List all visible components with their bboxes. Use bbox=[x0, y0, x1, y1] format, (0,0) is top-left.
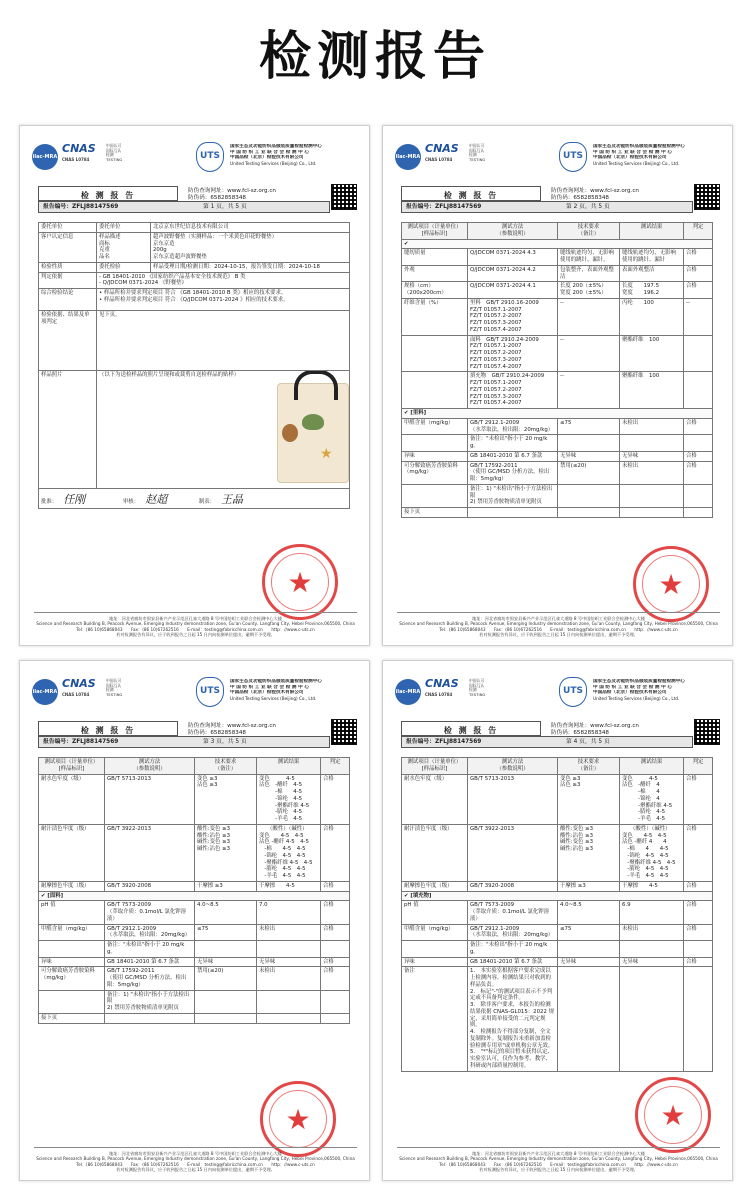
table-cell: 无异味 bbox=[195, 957, 257, 967]
table-cell: 甲醛含量（mg/kg） bbox=[402, 924, 468, 941]
table-cell bbox=[620, 508, 684, 518]
table-cell: 干摩擦 4-5 bbox=[620, 881, 684, 891]
table-cell bbox=[558, 508, 620, 518]
ilac-logo-icon: ilac-MRA bbox=[395, 144, 421, 170]
table-cell: 缝线轨迹均匀，无影响使用的跳针、漏针 bbox=[620, 249, 684, 266]
table-cell bbox=[620, 941, 684, 958]
table-row bbox=[39, 941, 350, 958]
table-cell: 备注 bbox=[402, 967, 468, 1071]
cnas-logo-icon: CNAS CNAS L0784 bbox=[62, 142, 96, 162]
table-cell: 表面外观整洁 bbox=[620, 265, 684, 282]
table-cell: 丙纶 100 bbox=[620, 298, 684, 335]
cnas-logo-icon: CNAS CNAS L0784 bbox=[425, 677, 459, 697]
page-title: 检测报告 bbox=[258, 27, 491, 87]
table-row bbox=[402, 484, 713, 507]
report-header bbox=[32, 140, 359, 180]
column-header: 技术要求 （备注） bbox=[558, 223, 620, 240]
report-title: 检 测 报 告 bbox=[401, 186, 541, 201]
report-number: 报告编号：ZFLJ88147569 第 3 页，共 5 页 bbox=[38, 736, 330, 748]
table-cell: 聚酯纤维 100 bbox=[620, 335, 684, 372]
accreditation-text: 中国认可 国际互认 检测 TESTING bbox=[469, 678, 486, 698]
report-number: 报告编号：ZFLJ88147569 第 1 页，共 5 页 bbox=[38, 201, 330, 213]
table-row bbox=[402, 881, 713, 891]
table-cell: 合格 bbox=[321, 924, 350, 941]
report-footer: 地址：河北省廊坊市固安县新兴产业示范区孔雀大道路 8 号中国纺织工业联合会检测中心大楼 Science and Research Building B, Peacock Avenue, Emerging Industry demonstration zone, Gu'an County, Langfang City, Hebei Province,065500, China Tel：(86 10)65868043 Fax：(86 10)67262516 E-mail：testing@fabricchina.com.cn http：//www.c-uts.cn 若对检测报告有异议，应于收到报告之日起 15 日内向检测单位提出，逾期不予受理。 bbox=[397, 1147, 720, 1172]
report-number: 报告编号：ZFLJ88147569 第 4 页，共 5 页 bbox=[401, 736, 693, 748]
table-cell bbox=[402, 941, 468, 958]
table-row: 客户认定信息 样品描述 商标 克重 品名 超声波野餐垫（实测样品：一个米黄色印花野餐垫） 京东京造 200g 京东京造超声波野餐垫 bbox=[39, 232, 350, 262]
table-row bbox=[39, 824, 350, 881]
table-cell: GB/T 5713-2013 bbox=[468, 774, 558, 824]
table-cell bbox=[257, 990, 321, 1013]
table-cell bbox=[105, 1013, 195, 1023]
report-title: 检 测 报 告 bbox=[38, 721, 178, 736]
table-cell: 变色 ≥3 沾色 ≥3 bbox=[558, 774, 620, 824]
table-row bbox=[402, 249, 713, 266]
table-cell: GB/T 3922-2013 bbox=[105, 824, 195, 881]
page-number: 第 4 页，共 5 页 bbox=[566, 739, 610, 745]
table-cell: Q/JDCOM 0371-2024 4.3 bbox=[468, 249, 558, 266]
table-cell: 可分解致癌芳香胺染料（mg/kg） bbox=[39, 967, 105, 990]
table-cell: GB 18401-2010 第 6.7 条款 bbox=[105, 957, 195, 967]
table-cell: pH 值 bbox=[39, 901, 105, 924]
table-cell bbox=[684, 967, 713, 1071]
page-number: 第 3 页，共 5 页 bbox=[203, 739, 247, 745]
section-label: ✔ bbox=[402, 239, 713, 249]
report-title-band bbox=[38, 721, 330, 751]
table-cell: 无异味 bbox=[620, 957, 684, 967]
page-number: 第 2 页，共 5 页 bbox=[566, 204, 610, 210]
table-cell: 变色 4-5 沾色 -醋纤 4-5 -棉 4-5 -锦纶 4-5 -聚酯纤维 4-5 -腈纶 4-5 -羊毛 4-5 bbox=[257, 774, 321, 824]
column-header: 技术要求 （备注） bbox=[558, 758, 620, 775]
table-cell: 未检出 bbox=[257, 967, 321, 990]
organization-name: 国家生态及功能纺织品服装质量检验检测中心 中 国 纺 织 工 业 联 合 会 检 测 中 心 中国品检（北京）检验技术有限公司 United Testing Services (Beijing) Co., Ltd. bbox=[593, 679, 685, 702]
table-cell: GB/T 2912.1-2009 （水萃取法，检出限：20mg/kg） bbox=[468, 924, 558, 941]
table-cell bbox=[39, 990, 105, 1013]
table-cell bbox=[558, 484, 620, 507]
table-cell: 合格 bbox=[684, 881, 713, 891]
table-cell bbox=[684, 941, 713, 958]
table-cell bbox=[620, 435, 684, 452]
qr-code-icon bbox=[331, 184, 357, 210]
table-cell: 无异味 bbox=[257, 957, 321, 967]
table-row bbox=[402, 924, 713, 941]
table-cell: 里料 GB/T 2910.16-2009 FZ/T 01057.1-2007 FZ/T 01057.2-2007 FZ/T 01057.3-2007 FZ/T 01057.4-2007 bbox=[468, 298, 558, 335]
table-cell: -- bbox=[684, 298, 713, 335]
table-cell bbox=[402, 335, 468, 372]
photo-caption: （以下为送检样品的照片呈现和或裁剪自送检样品的贴样） bbox=[99, 372, 240, 378]
section-row bbox=[402, 239, 713, 249]
table-cell: 异味 bbox=[402, 451, 468, 461]
verify-info: 防伪查询网址：www.fcl-sz.org.cn 防伪码：6582858348 bbox=[551, 188, 639, 201]
official-seal-icon: ★ bbox=[260, 1081, 336, 1157]
table-cell: 合格 bbox=[321, 774, 350, 824]
verify-info: 防伪查询网址：www.fcl-sz.org.cn 防伪码：6582858348 bbox=[551, 723, 639, 736]
report-title-band bbox=[401, 186, 693, 216]
table-row bbox=[402, 372, 713, 409]
table-cell: GB/T 2912.1-2009 （水萃取法，检出限：20mg/kg） bbox=[105, 924, 195, 941]
table-cell: 合格 bbox=[684, 249, 713, 266]
organization-name: 国家生态及功能纺织品服装质量检验检测中心 中 国 纺 织 工 业 联 合 会 检 测 中 心 中国品检（北京）检验技术有限公司 United Testing Services (Beijing) Co., Ltd. bbox=[230, 679, 322, 702]
table-cell bbox=[468, 508, 558, 518]
report-title: 检 测 报 告 bbox=[38, 186, 178, 201]
uts-logo-icon: UTS bbox=[196, 677, 224, 707]
table-cell: 耐水色牢度（级） bbox=[39, 774, 105, 824]
table-cell: ≤75 bbox=[558, 418, 620, 435]
table-cell: ≤75 bbox=[558, 924, 620, 941]
table-cell: 干摩擦 ≥3 bbox=[558, 881, 620, 891]
table-cell: 4.0~8.5 bbox=[195, 901, 257, 924]
section-label: ✔ [里料] bbox=[402, 409, 713, 419]
ilac-logo-icon: ilac-MRA bbox=[32, 144, 58, 170]
uts-logo-icon: UTS bbox=[559, 142, 587, 172]
table-cell: 接下页 bbox=[39, 1013, 105, 1023]
table-cell bbox=[558, 967, 620, 1071]
report-footer: 地址：河北省廊坊市固安县新兴产业示范区孔雀大道路 8 号中国纺织工业联合会检测中心大楼 Science and Research Building B, Peacock Avenue, Emerging Industry demonstration zone, Gu'an County, Langfang City, Hebei Province,065500, China Tel：(86 10)65868043 Fax：(86 10)67262516 E-mail：testing@fabricchina.com.cn http：//www.c-uts.cn 若对检测报告有异议，应于收到报告之日起 15 日内向检测单位提出，逾期不予受理。 bbox=[34, 612, 357, 637]
table-cell: 无异味 bbox=[620, 451, 684, 461]
column-header: 判定 bbox=[321, 758, 350, 775]
section-row bbox=[402, 891, 713, 901]
table-cell: 备注：1) "未检出"指小于方法检出限 2) 禁用芳香胺物质清单见附页 bbox=[105, 990, 195, 1013]
table-cell: GB/T 7573-2009 （萃取介质：0.1mol/L 氯化钾溶液） bbox=[105, 901, 195, 924]
table-cell: 合格 bbox=[684, 901, 713, 924]
approver-signature: 任刚 bbox=[63, 493, 86, 506]
official-seal-icon: ★ bbox=[635, 1077, 711, 1153]
table-cell: 耐摩擦色牢度（级） bbox=[39, 881, 105, 891]
table-cell: 异味 bbox=[39, 957, 105, 967]
table-row bbox=[39, 967, 350, 990]
table-row bbox=[402, 298, 713, 335]
table-row bbox=[402, 967, 713, 1071]
qr-code-icon bbox=[694, 719, 720, 745]
verify-info: 防伪查询网址：www.fcl-sz.org.cn 防伪码：6582858348 bbox=[188, 723, 276, 736]
report-header bbox=[32, 675, 359, 715]
table-cell: 备注：1) "未检出"指小于方法检出限 2) 禁用芳香胺物质清单见附页 bbox=[468, 484, 558, 507]
sample-photo bbox=[277, 383, 349, 483]
test-results-table bbox=[401, 222, 713, 518]
table-cell bbox=[402, 372, 468, 409]
table-cell: -- bbox=[558, 335, 620, 372]
column-header: 测试结果 bbox=[620, 223, 684, 240]
table-cell: 耐水色牢度（级） bbox=[402, 774, 468, 824]
table-row: 综合检验结论 • 样品所检并要求判定项目 符合 《GB 18401-2010 B 类》相应的技术要求。 • 样品所检并要求判定项目 符合 《Q/JDCOM 0371-2024 》相应的技术要求。 bbox=[39, 289, 350, 311]
table-row bbox=[402, 901, 713, 924]
table-cell: 7.0 bbox=[257, 901, 321, 924]
report-sheet-2 bbox=[382, 125, 733, 646]
table-cell: 纤维含量（%） bbox=[402, 298, 468, 335]
table-row: 委托单位 委托单位 北京京东世纪信息技术有限公司 bbox=[39, 223, 350, 233]
table-row bbox=[39, 957, 350, 967]
table-cell: 合格 bbox=[321, 881, 350, 891]
table-cell: GB 18401-2010 第 6.7 条款 bbox=[468, 451, 558, 461]
table-cell bbox=[620, 967, 684, 1071]
table-cell bbox=[684, 335, 713, 372]
table-cell: 合格 bbox=[684, 957, 713, 967]
table-cell: 备注："未检出"指小于 20 mg/kg。 bbox=[468, 941, 558, 958]
table-cell: 合格 bbox=[321, 824, 350, 881]
official-seal-icon: ★ bbox=[633, 546, 709, 622]
table-cell: GB 18401-2010 第 6.7 条款 bbox=[468, 957, 558, 967]
table-cell bbox=[402, 484, 468, 507]
table-row bbox=[39, 881, 350, 891]
table-cell: 合格 bbox=[684, 451, 713, 461]
table-cell bbox=[684, 484, 713, 507]
report-footer: 地址：河北省廊坊市固安县新兴产业示范区孔雀大道路 8 号中国纺织工业联合会检测中心大楼 Science and Research Building B, Peacock Avenue, Emerging Industry demonstration zone, Gu'an County, Langfang City, Hebei Province,065500, China Tel：(86 10)65868043 Fax：(86 10)67262516 E-mail：testing@fabricchina.com.cn http：//www.c-uts.cn 若对检测报告有异议，应于收到报告之日起 15 日内向检测单位提出，逾期不予受理。 bbox=[397, 612, 720, 637]
table-cell: 未检出 bbox=[257, 924, 321, 941]
table-cell bbox=[321, 1013, 350, 1023]
report-number: 报告编号：ZFLJ88147569 第 2 页，共 5 页 bbox=[401, 201, 693, 213]
table-cell: GB/T 3922-2013 bbox=[468, 824, 558, 881]
table-cell: -- bbox=[558, 372, 620, 409]
verify-info: 防伪查询网址：www.fcl-sz.org.cn 防伪码：6582858348 bbox=[188, 188, 276, 201]
table-cell bbox=[684, 508, 713, 518]
column-header: 技术要求 （备注） bbox=[195, 758, 257, 775]
accreditation-text: 中国认可 国际互认 检测 TESTING bbox=[106, 678, 123, 698]
table-row: 检验性质 委托检验 样品受理日期/检测日期：2024-10-15，报告签发日期：2024-10-18 bbox=[39, 262, 350, 272]
table-cell bbox=[195, 941, 257, 958]
table-cell: （酸性）（碱性） 变色 4-5 4-5 沾色 -醋纤 4 4 -棉 4 4-5 -锦纶 4-5 4-5 -聚酯纤维 4-5 4-5 -腈纶 4-5 4-5 -羊毛 4-5 4-5 bbox=[620, 824, 684, 881]
section-label: ✔ [面料] bbox=[39, 891, 350, 901]
qr-code-icon bbox=[331, 719, 357, 745]
test-results-table bbox=[38, 757, 350, 1024]
accreditation-text: 中国认可 国际互认 检测 TESTING bbox=[106, 143, 123, 163]
section-label: ✔ [填充物] bbox=[402, 891, 713, 901]
table-cell: GB/T 17592-2011 （使用 GC/MSD 分析方法，检出限：5mg/kg） bbox=[468, 461, 558, 484]
table-row bbox=[39, 1013, 350, 1023]
table-cell: 禁用(≤20) bbox=[558, 461, 620, 484]
table-cell: 未检出 bbox=[620, 924, 684, 941]
uts-logo-icon: UTS bbox=[559, 677, 587, 707]
table-cell bbox=[321, 941, 350, 958]
table-cell: 外观 bbox=[402, 265, 468, 282]
table-cell: 耐汗渍色牢度（级） bbox=[402, 824, 468, 881]
table-row bbox=[402, 941, 713, 958]
table-cell: 未检出 bbox=[620, 418, 684, 435]
table-row bbox=[402, 508, 713, 518]
table-cell: ≤75 bbox=[195, 924, 257, 941]
qr-code-icon bbox=[694, 184, 720, 210]
report-summary-table bbox=[38, 222, 350, 509]
table-cell: 填充物 GB/T 2910.24-2009 FZ/T 01057.1-2007 FZ/T 01057.2-2007 FZ/T 01057.3-2007 FZ/T 01057.4-2007 bbox=[468, 372, 558, 409]
report-title: 检 测 报 告 bbox=[401, 721, 541, 736]
table-cell bbox=[684, 435, 713, 452]
ilac-logo-icon: ilac-MRA bbox=[395, 679, 421, 705]
report-sheet-1 bbox=[19, 125, 370, 646]
table-row bbox=[39, 901, 350, 924]
table-row bbox=[402, 418, 713, 435]
report-sheet-3 bbox=[19, 660, 370, 1181]
table-cell: 合格 bbox=[684, 824, 713, 881]
table-cell: 长度 200（±5%） 宽度 200（±5%） bbox=[558, 282, 620, 299]
ilac-logo-icon: ilac-MRA bbox=[32, 679, 58, 705]
table-cell: 备注："未检出"指小于 20 mg/kg。 bbox=[468, 435, 558, 452]
bear-print-icon bbox=[282, 424, 298, 442]
column-header: 测试方法 （参数说明） bbox=[468, 223, 558, 240]
table-row: 检验依据、结果及单项判定 见下页。 bbox=[39, 311, 350, 371]
table-row bbox=[402, 461, 713, 484]
table-cell bbox=[195, 1013, 257, 1023]
table-header-row bbox=[402, 223, 713, 240]
table-cell: GB/T 7573-2009 （萃取介质：0.1mol/L 氯化钾溶液） bbox=[468, 901, 558, 924]
table-cell: （酸性）（碱性） 变色 4-5 4-5 沾色 -醋纤 4-5 4-5 -棉 4-5 4-5 -锦纶 4-5 4-5 -聚酯纤维 4-5 4-5 -腈纶 4-5 4-5 -羊毛 4-5 4-5 bbox=[257, 824, 321, 881]
table-row bbox=[39, 774, 350, 824]
table-cell: 异味 bbox=[402, 957, 468, 967]
table-cell: 4.0~8.5 bbox=[558, 901, 620, 924]
table-row bbox=[402, 282, 713, 299]
table-cell: 酸性:变色 ≥3 酸性:沾色 ≥3 碱性:变色 ≥3 碱性:沾色 ≥3 bbox=[558, 824, 620, 881]
section-row bbox=[39, 891, 350, 901]
table-cell: 甲醛含量（mg/kg） bbox=[402, 418, 468, 435]
table-cell bbox=[620, 484, 684, 507]
table-cell: 合格 bbox=[321, 967, 350, 990]
table-cell: GB/T 3920-2008 bbox=[105, 881, 195, 891]
table-cell: 备注："未检出"指小于 20 mg/kg。 bbox=[105, 941, 195, 958]
column-header: 测试项目（计量单位） [样品标识] bbox=[39, 758, 105, 775]
table-cell: 未检出 bbox=[620, 461, 684, 484]
table-cell: 酸性:变色 ≥3 酸性:沾色 ≥3 碱性:变色 ≥3 碱性:沾色 ≥3 bbox=[195, 824, 257, 881]
table-cell: 甲醛含量（mg/kg） bbox=[39, 924, 105, 941]
table-row bbox=[402, 265, 713, 282]
table-cell bbox=[558, 435, 620, 452]
table-cell: 缝线轨迹均匀，无影响使用的跳针、漏针。 bbox=[558, 249, 620, 266]
uts-logo-icon: UTS bbox=[196, 142, 224, 172]
table-cell: 合格 bbox=[684, 924, 713, 941]
table-cell: 干摩擦 4-5 bbox=[257, 881, 321, 891]
table-cell: 禁用(≤20) bbox=[195, 967, 257, 990]
table-row: 判定依据 - GB 18401-2010 《国家纺织产品基本安全技术规范》 B 类 - Q/JDCOM 0371-2024 《野餐垫》 bbox=[39, 272, 350, 289]
section-row bbox=[402, 409, 713, 419]
table-cell: 变色 4-5 沾色 -醋纤 4 -棉 4 -锦纶 4 -聚酯纤维 4-5 -腈纶 4-5 -羊毛 4-5 bbox=[620, 774, 684, 824]
table-cell: 6.9 bbox=[620, 901, 684, 924]
table-cell: 包装整齐，表面外观整洁 bbox=[558, 265, 620, 282]
table-cell: 合格 bbox=[684, 774, 713, 824]
table-cell: 耐摩擦色牢度（级） bbox=[402, 881, 468, 891]
cnas-logo-icon: CNAS CNAS L0784 bbox=[62, 677, 96, 697]
table-cell: -- bbox=[558, 298, 620, 335]
report-header bbox=[395, 675, 722, 715]
table-row bbox=[39, 990, 350, 1013]
report-header bbox=[395, 140, 722, 180]
signature-row: 批准： 任刚 审核： 赵超 制表： 王晶 bbox=[39, 489, 350, 509]
table-cell bbox=[558, 941, 620, 958]
column-header: 测试方法 （参数说明） bbox=[105, 758, 195, 775]
table-cell: GB/T 2912.1-2009 （水萃取法，检出限：20mg/kg） bbox=[468, 418, 558, 435]
table-cell: 规格（cm） （200x200cm） bbox=[402, 282, 468, 299]
table-row bbox=[39, 924, 350, 941]
table-row bbox=[402, 435, 713, 452]
table-cell: GB/T 17592-2011 （使用 GC/MSD 分析方法，检出限：5mg/kg） bbox=[105, 967, 195, 990]
table-cell bbox=[402, 435, 468, 452]
table-cell: 1. 本实验室根据客户要求完成以上检测内容，检测结果只对收到的样品负责。 2. 标记"-"的测试项目表示不予判定或不具备判定条件。 3. 除非客户要求，本报告的检测结果依据 CNAS-GL015：2022 规定，采用简单接受的二元判定规则。 4. 检测报告不得部分复制，全文复制除外。复制报告未重新加盖检验检测专用章"或单机构公章无效。 5. "*"标记的项目暂未获得认定、实验室认可，仅作为参考、教学、科研或内部质量控制用。 bbox=[468, 967, 558, 1071]
table-cell: 变色 ≥3 沾色 ≥3 bbox=[195, 774, 257, 824]
page-number: 第 1 页，共 5 页 bbox=[203, 204, 247, 210]
table-cell bbox=[195, 990, 257, 1013]
organization-name: 国家生态及功能纺织品服装质量检验检测中心 中 国 纺 织 工 业 联 合 会 检 测 中 心 中国品检（北京）检验技术有限公司 United Testing Services (Beijing) Co., Ltd. bbox=[230, 144, 322, 167]
table-cell bbox=[39, 941, 105, 958]
table-row bbox=[402, 824, 713, 881]
accreditation-text: 中国认可 国际互认 检测 TESTING bbox=[469, 143, 486, 163]
test-results-table bbox=[401, 757, 713, 1072]
table-header-row bbox=[39, 758, 350, 775]
table-cell: 面料 GB/T 2910.24-2009 FZ/T 01057.1-2007 FZ/T 01057.2-2007 FZ/T 01057.3-2007 FZ/T 01057.4-2007 bbox=[468, 335, 558, 372]
column-header: 测试项目（计量单位） [样品标识] bbox=[402, 223, 468, 240]
table-cell: Q/JDCOM 0371-2024 4.1 bbox=[468, 282, 558, 299]
column-header: 测试项目（计量单位） [样品标识] bbox=[402, 758, 468, 775]
table-cell: Q/JDCOM 0371-2024 4.2 bbox=[468, 265, 558, 282]
table-cell bbox=[257, 1013, 321, 1023]
official-seal-icon: ★ bbox=[262, 544, 338, 620]
column-header: 测试方法 （参数说明） bbox=[468, 758, 558, 775]
table-cell: GB/T 5713-2013 bbox=[105, 774, 195, 824]
table-cell: pH 值 bbox=[402, 901, 468, 924]
table-cell: 干摩擦 ≥3 bbox=[195, 881, 257, 891]
table-cell: 聚酯纤维 100 bbox=[620, 372, 684, 409]
organization-name: 国家生态及功能纺织品服装质量检验检测中心 中 国 纺 织 工 业 联 合 会 检 测 中 心 中国品检（北京）检验技术有限公司 United Testing Services (Beijing) Co., Ltd. bbox=[593, 144, 685, 167]
table-row bbox=[402, 335, 713, 372]
column-header: 测试结果 bbox=[257, 758, 321, 775]
cnas-logo-icon: CNAS CNAS L0784 bbox=[425, 142, 459, 162]
report-sheet-4 bbox=[382, 660, 733, 1181]
table-cell: 合格 bbox=[684, 461, 713, 484]
star-print-icon: ★ bbox=[320, 445, 333, 462]
maker-signature: 王晶 bbox=[221, 493, 243, 506]
table-cell bbox=[321, 990, 350, 1013]
table-cell: 接下页 bbox=[402, 508, 468, 518]
table-cell: 耐汗渍色牢度（级） bbox=[39, 824, 105, 881]
table-cell bbox=[257, 941, 321, 958]
table-cell: 无异味 bbox=[558, 957, 620, 967]
table-row bbox=[402, 957, 713, 967]
table-cell: 可分解致癌芳香胺染料（mg/kg） bbox=[402, 461, 468, 484]
table-row bbox=[402, 774, 713, 824]
table-cell bbox=[684, 372, 713, 409]
table-cell: 合格 bbox=[321, 901, 350, 924]
table-header-row bbox=[402, 758, 713, 775]
table-cell: 长度 197.5 宽度 196.2 bbox=[620, 282, 684, 299]
report-title-band bbox=[38, 186, 330, 216]
reviewer-signature: 赵超 bbox=[145, 493, 168, 506]
table-cell: 合格 bbox=[684, 282, 713, 299]
table-cell: 缝纫质量 bbox=[402, 249, 468, 266]
column-header: 判定 bbox=[684, 223, 713, 240]
report-title-band bbox=[401, 721, 693, 751]
table-cell: 合格 bbox=[321, 957, 350, 967]
table-row: 样品照片 （以下为送检样品的照片呈现和或裁剪自送检样品的贴样） ★ bbox=[39, 371, 350, 489]
column-header: 测试结果 bbox=[620, 758, 684, 775]
table-cell: 无异味 bbox=[558, 451, 620, 461]
report-footer: 地址：河北省廊坊市固安县新兴产业示范区孔雀大道路 8 号中国纺织工业联合会检测中心大楼 Science and Research Building B, Peacock Avenue, Emerging Industry demonstration zone, Gu'an County, Langfang City, Hebei Province,065500, China Tel：(86 10)65868043 Fax：(86 10)67262516 E-mail：testing@fabricchina.com.cn http：//www.c-uts.cn 若对检测报告有异议，应于收到报告之日起 15 日内向检测单位提出，逾期不予受理。 bbox=[34, 1147, 357, 1172]
table-row bbox=[402, 451, 713, 461]
table-cell: 合格 bbox=[684, 418, 713, 435]
column-header: 判定 bbox=[684, 758, 713, 775]
leaf-print-icon bbox=[302, 414, 324, 430]
table-cell: GB/T 3920-2008 bbox=[468, 881, 558, 891]
table-cell: 合格 bbox=[684, 265, 713, 282]
